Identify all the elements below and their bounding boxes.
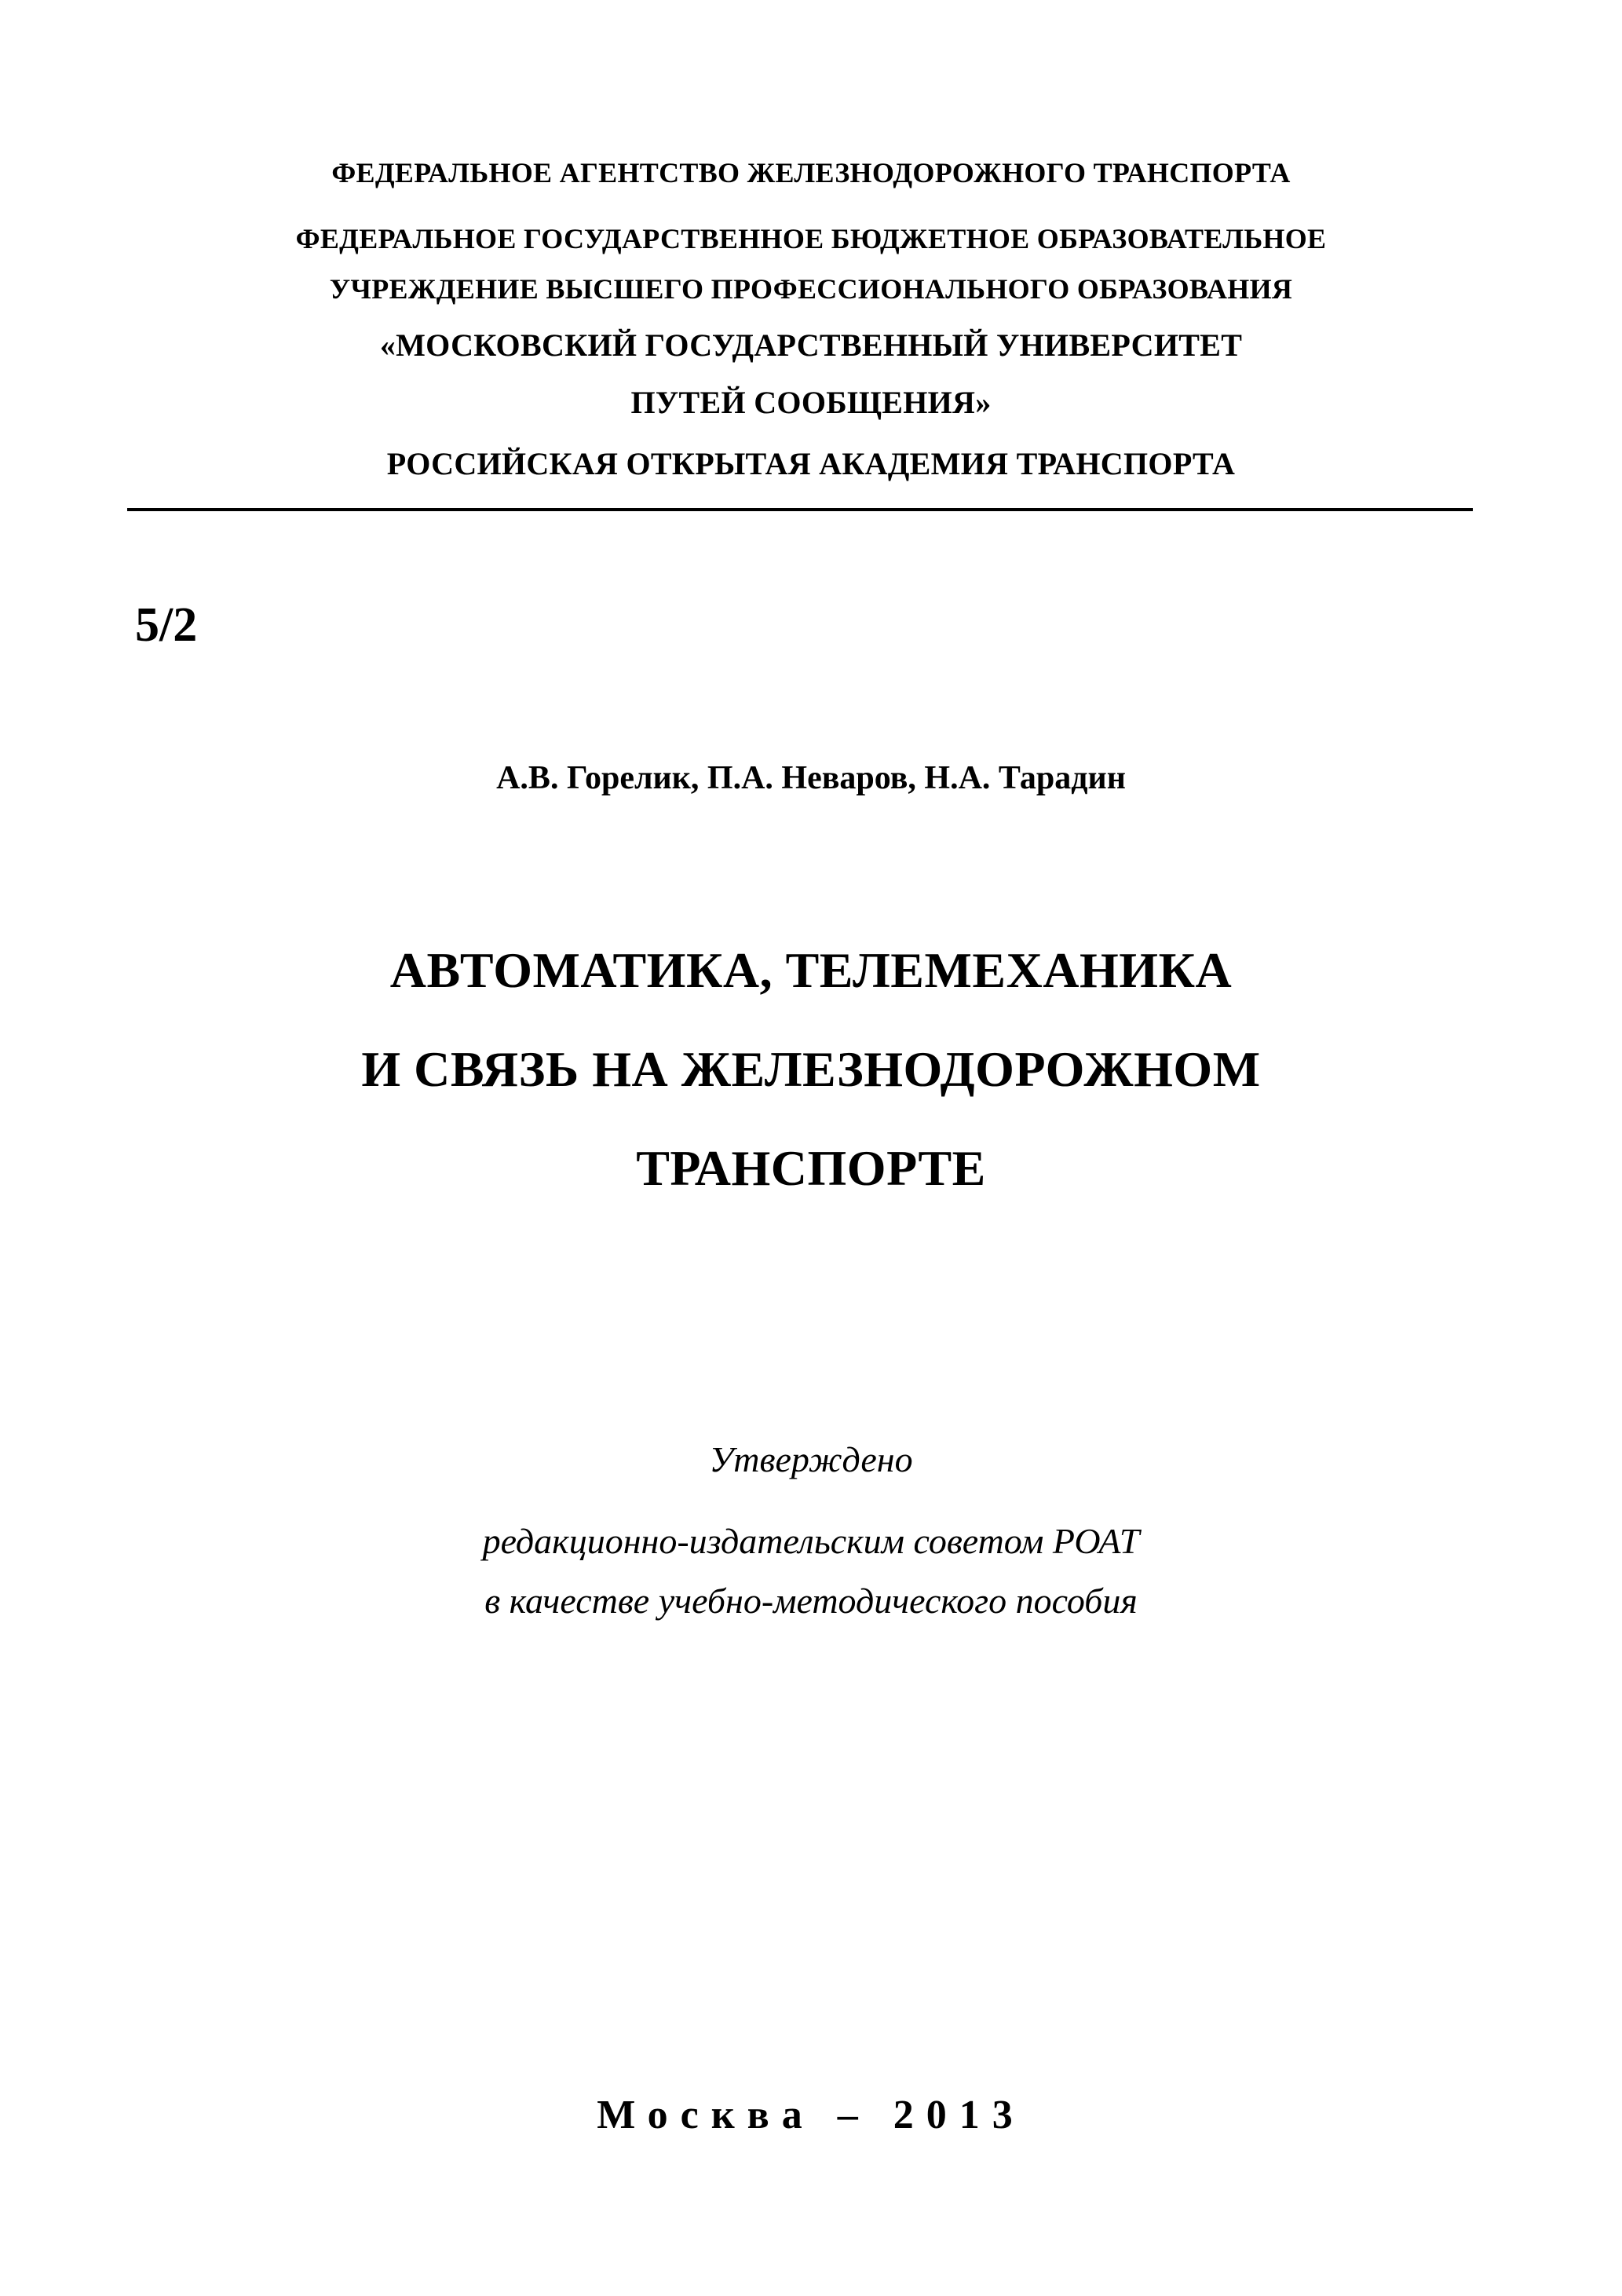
title-line3: ТРАНСПОРТЕ (636, 1140, 986, 1196)
header-divider (127, 508, 1473, 511)
authors: А.В. Горелик, П.А. Неваров, Н.А. Тарадин (496, 760, 1126, 796)
university-name-line1: «МОСКОВСКИЙ ГОСУДАРСТВЕННЫЙ УНИВЕРСИТЕТ (379, 327, 1243, 363)
university-name-line2: ПУТЕЙ СООБЩЕНИЯ» (630, 385, 992, 420)
academy-name: РОССИЙСКАЯ ОТКРЫТАЯ АКАДЕМИЯ ТРАНСПОРТА (386, 446, 1236, 481)
agency-name: ФЕДЕРАЛЬНОЕ АГЕНТСТВО ЖЕЛЕЗНОДОРОЖНОГО ТРАНСПОРТА (331, 157, 1291, 188)
title-line1: АВТОМАТИКА, ТЕЛЕМЕХАНИКА (389, 942, 1233, 998)
catalog-code: 5/2 (135, 598, 198, 652)
imprint-city-year: Москва – 2013 (597, 2093, 1025, 2137)
title-line2: И СВЯЗЬ НА ЖЕЛЕЗНОДОРОЖНОМ (361, 1041, 1261, 1097)
institution-type-line2: УЧРЕЖДЕНИЕ ВЫСШЕГО ПРОФЕССИОНАЛЬНОГО ОБРАЗОВАНИЯ (329, 273, 1293, 305)
institution-type-line1: ФЕДЕРАЛЬНОЕ ГОСУДАРСТВЕННОЕ БЮДЖЕТНОЕ ОБРАЗОВАТЕЛЬНОЕ (295, 223, 1327, 254)
approval-body-line2: в качестве учебно-методического пособия (484, 1581, 1138, 1621)
approval-heading: Утверждено (709, 1439, 913, 1479)
approval-body-line1: редакционно-издательским советом РОАТ (482, 1521, 1140, 1561)
